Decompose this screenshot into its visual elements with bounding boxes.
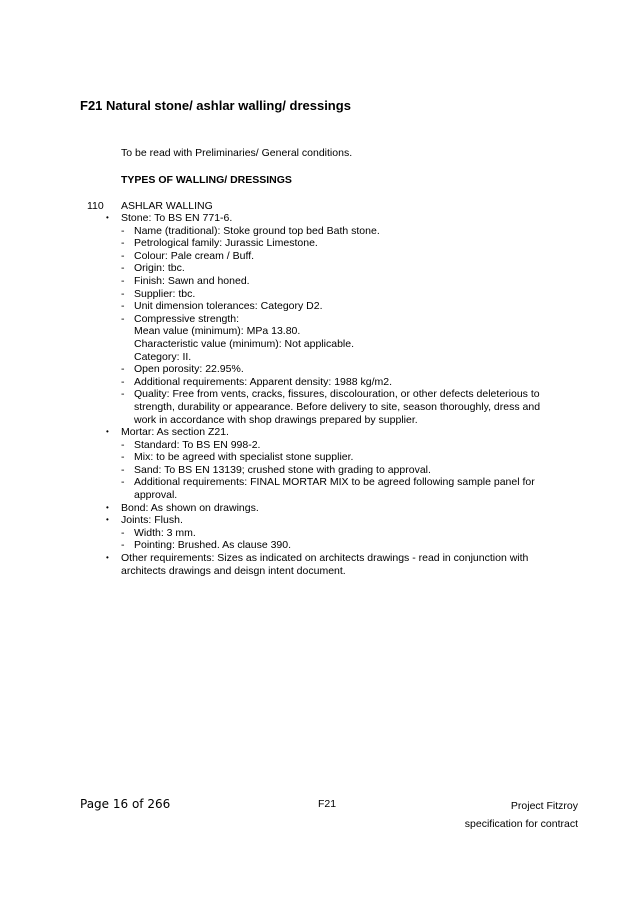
section-title: F21 Natural stone/ ashlar walling/ dressings: [80, 98, 351, 113]
stone-item: [106, 363, 556, 376]
dash-icon: -: [121, 300, 125, 313]
footer-section: F21: [318, 798, 337, 810]
mortar-item-text: Mix: to be agreed with specialist stone supplier.: [134, 451, 354, 464]
dash-icon: -: [121, 262, 125, 275]
stone-item-text: Origin: tbc.: [134, 262, 185, 275]
project-name: Project Fitzroy: [510, 800, 578, 812]
clause-body: [106, 212, 556, 577]
dash-icon: -: [121, 476, 125, 489]
stone-item-text: Name (traditional): Stoke ground top bed Bath stone.: [134, 224, 380, 237]
stone-label: Stone: To BS EN 771-6.: [121, 212, 233, 224]
page-number: Page 16 of 266: [80, 797, 171, 811]
strength-line: Category: II.: [134, 350, 192, 363]
stone-item: [106, 300, 556, 313]
bullet-icon: •: [106, 515, 109, 525]
stone-item-text: Quality: Free from vents, cracks, fissures, discolouration, or other defects deleterious to strength, durability or appearance. Before delivery to site, season thoroughly, dress and work in accordance with shop drawings prepared by supplier.: [134, 388, 541, 426]
mortar-item: [106, 451, 556, 464]
stone-item: [106, 288, 556, 301]
stone-bullet: [106, 212, 556, 225]
stone-item-text: Supplier: tbc.: [134, 287, 196, 300]
dash-icon: -: [121, 526, 125, 539]
dash-icon: -: [121, 237, 125, 250]
joints-item: [106, 539, 556, 552]
stone-item-text: Colour: Pale cream / Buff.: [134, 249, 255, 262]
bond-label: Bond: As shown on drawings.: [121, 501, 259, 514]
dash-icon: -: [121, 375, 125, 388]
dash-icon: -: [121, 463, 125, 476]
dash-icon: -: [121, 274, 125, 287]
other-bullet: [106, 552, 556, 577]
dash-icon: -: [121, 312, 125, 325]
dash-icon: -: [121, 539, 125, 552]
mortar-item: [106, 464, 556, 477]
stone-item-text: Finish: Sawn and honed.: [134, 274, 250, 287]
stone-item: [106, 313, 556, 326]
clause-number: 110: [87, 200, 104, 212]
stone-item: [106, 376, 556, 389]
dash-icon: -: [121, 451, 125, 464]
stone-item: [106, 237, 556, 250]
stone-item-text: Additional requirements: Apparent density: 1988 kg/m2.: [134, 375, 392, 388]
bullet-icon: •: [106, 427, 109, 437]
joints-item-text: Pointing: Brushed. As clause 390.: [134, 539, 292, 552]
joints-bullet: [106, 514, 556, 527]
intro-text: To be read with Preliminaries/ General conditions.: [121, 147, 353, 159]
stone-item-text: Petrological family: Jurassic Limestone.: [134, 237, 318, 250]
dash-icon: -: [121, 224, 125, 237]
dash-icon: -: [121, 388, 125, 401]
joints-label: Joints: Flush.: [121, 514, 183, 527]
stone-item: [106, 388, 556, 426]
stone-item-text: Open porosity: 22.95%.: [134, 363, 244, 376]
stone-item: [106, 250, 556, 263]
types-heading: TYPES OF WALLING/ DRESSINGS: [121, 174, 292, 186]
clause-title: ASHLAR WALLING: [121, 200, 213, 212]
strength-line: Characteristic value (minimum): Not applicable.: [134, 337, 354, 350]
bullet-icon: •: [106, 213, 109, 222]
dash-icon: -: [121, 438, 125, 451]
stone-item: [106, 225, 556, 238]
dash-icon: -: [121, 363, 125, 376]
bullet-icon: •: [106, 553, 109, 563]
mortar-item: [106, 439, 556, 452]
mortar-item: [106, 476, 556, 501]
bond-bullet: [106, 502, 556, 515]
strength-line: Mean value (minimum): MPa 13.80.: [134, 325, 301, 338]
stone-item: [106, 262, 556, 275]
stone-item-text: Unit dimension tolerances: Category D2.: [134, 300, 323, 313]
joints-item: [106, 527, 556, 540]
bullet-icon: •: [106, 502, 109, 512]
mortar-item-text: Standard: To BS EN 998-2.: [134, 438, 261, 451]
mortar-item-text: Sand: To BS EN 13139; crushed stone with grading to approval.: [134, 463, 431, 476]
mortar-label: Mortar: As section Z21.: [121, 426, 229, 439]
stone-item-text: Compressive strength:: [134, 312, 240, 325]
mortar-bullet: [106, 426, 556, 439]
joints-item-text: Width: 3 mm.: [134, 526, 196, 539]
dash-icon: -: [121, 249, 125, 262]
stone-item: [106, 275, 556, 288]
document-type: specification for contract: [464, 818, 578, 830]
dash-icon: -: [121, 287, 125, 300]
mortar-item-text: Additional requirements: FINAL MORTAR MIX to be agreed following sample panel for approval.: [134, 476, 535, 502]
footer-project: [465, 797, 578, 833]
other-label: Other requirements: Sizes as indicated on architects drawings - read in conjunction with architects drawings and deisgn intent document.: [121, 552, 529, 577]
